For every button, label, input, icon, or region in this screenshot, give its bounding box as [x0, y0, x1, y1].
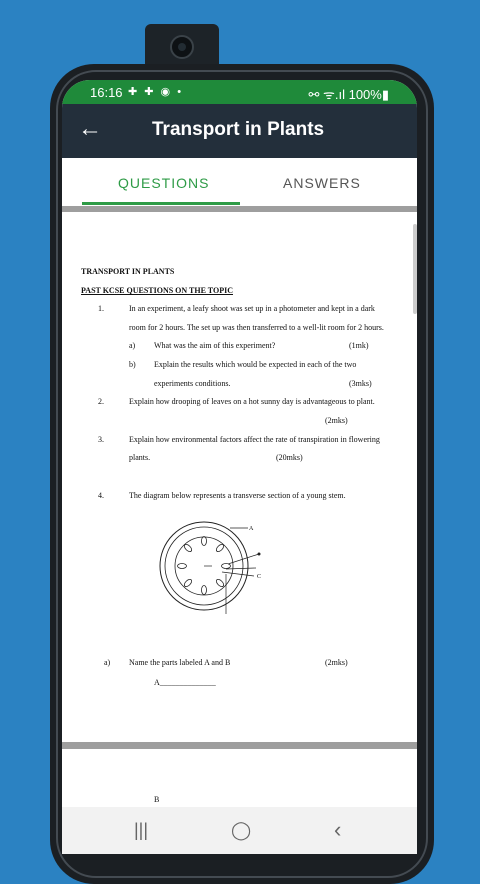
- q1b-line2: experiments conditions.: [154, 379, 231, 388]
- pdf-page-1: [62, 212, 417, 742]
- q3-line1: Explain how environmental factors affect the rate of transpiration in flowering: [129, 435, 380, 444]
- q1-line2: room for 2 hours. The set up was then transferred to a well-lit room for 2 hours.: [129, 323, 384, 332]
- status-time: 16:16: [90, 85, 123, 100]
- popup-camera: [145, 24, 219, 66]
- q3-marks: (20mks): [276, 453, 303, 462]
- pdf-viewer[interactable]: [62, 206, 417, 854]
- back-arrow-icon[interactable]: ←: [78, 115, 102, 142]
- diagram-label-c: C: [257, 574, 262, 580]
- page-title: Transport in Plants: [152, 119, 325, 140]
- status-bar: [62, 80, 417, 104]
- tab-questions[interactable]: QUESTIONS: [118, 175, 210, 191]
- q1-line1: In an experiment, a leafy shoot was set up in a photometer and kept in a dark: [129, 304, 375, 313]
- notification-icons: ✚ ✚ ◉ •: [128, 86, 184, 98]
- q1b-label: b): [129, 360, 136, 369]
- back-nav-icon[interactable]: ‹: [334, 817, 342, 842]
- q2-text: Explain how drooping of leaves on a hot sunny day is advantageous to plant.: [129, 397, 375, 406]
- q1a-marks: (1mk): [349, 341, 369, 350]
- q3-line2: plants.: [129, 453, 151, 462]
- q1a-text: What was the aim of this experiment?: [154, 341, 276, 350]
- q1b-line1: Explain the results which would be expected in each of the two: [154, 360, 357, 369]
- tab-answers[interactable]: ANSWERS: [283, 175, 361, 191]
- q1-number: 1.: [98, 304, 104, 313]
- page2-label-b: B: [154, 795, 160, 804]
- tab-bar: [62, 158, 417, 206]
- stem-section-diagram: [154, 514, 274, 618]
- diagram-label-a: A: [249, 526, 254, 532]
- qa-label: a): [104, 658, 111, 667]
- scrollbar-thumb[interactable]: [413, 224, 417, 314]
- camera-lens: [170, 35, 194, 59]
- q1a-label: a): [129, 341, 136, 350]
- screen: [62, 80, 417, 854]
- doc-subheading: PAST KCSE QUESTIONS ON THE TOPIC: [81, 286, 233, 295]
- home-icon[interactable]: ◯: [231, 820, 252, 840]
- q4-number: 4.: [98, 491, 104, 500]
- recents-icon[interactable]: |||: [134, 820, 149, 840]
- q2-number: 2.: [98, 397, 104, 406]
- q2-marks: (2mks): [325, 416, 348, 425]
- qa-marks: (2mks): [325, 658, 348, 667]
- tab-indicator: [82, 202, 240, 205]
- app-bar: [62, 104, 417, 158]
- q1b-marks: (3mks): [349, 379, 372, 388]
- qa-text: Name the parts labeled A and B: [129, 658, 231, 667]
- doc-heading: TRANSPORT IN PLANTS: [81, 267, 175, 276]
- q4-text: The diagram below represents a transverse section of a young stem.: [129, 491, 346, 500]
- q3-number: 3.: [98, 435, 104, 444]
- system-nav-bar: [62, 807, 417, 854]
- status-right-icons: ⚯ ᯤ.ıl 100%▮: [308, 87, 389, 102]
- qa-answer-blank: A______________: [154, 678, 216, 687]
